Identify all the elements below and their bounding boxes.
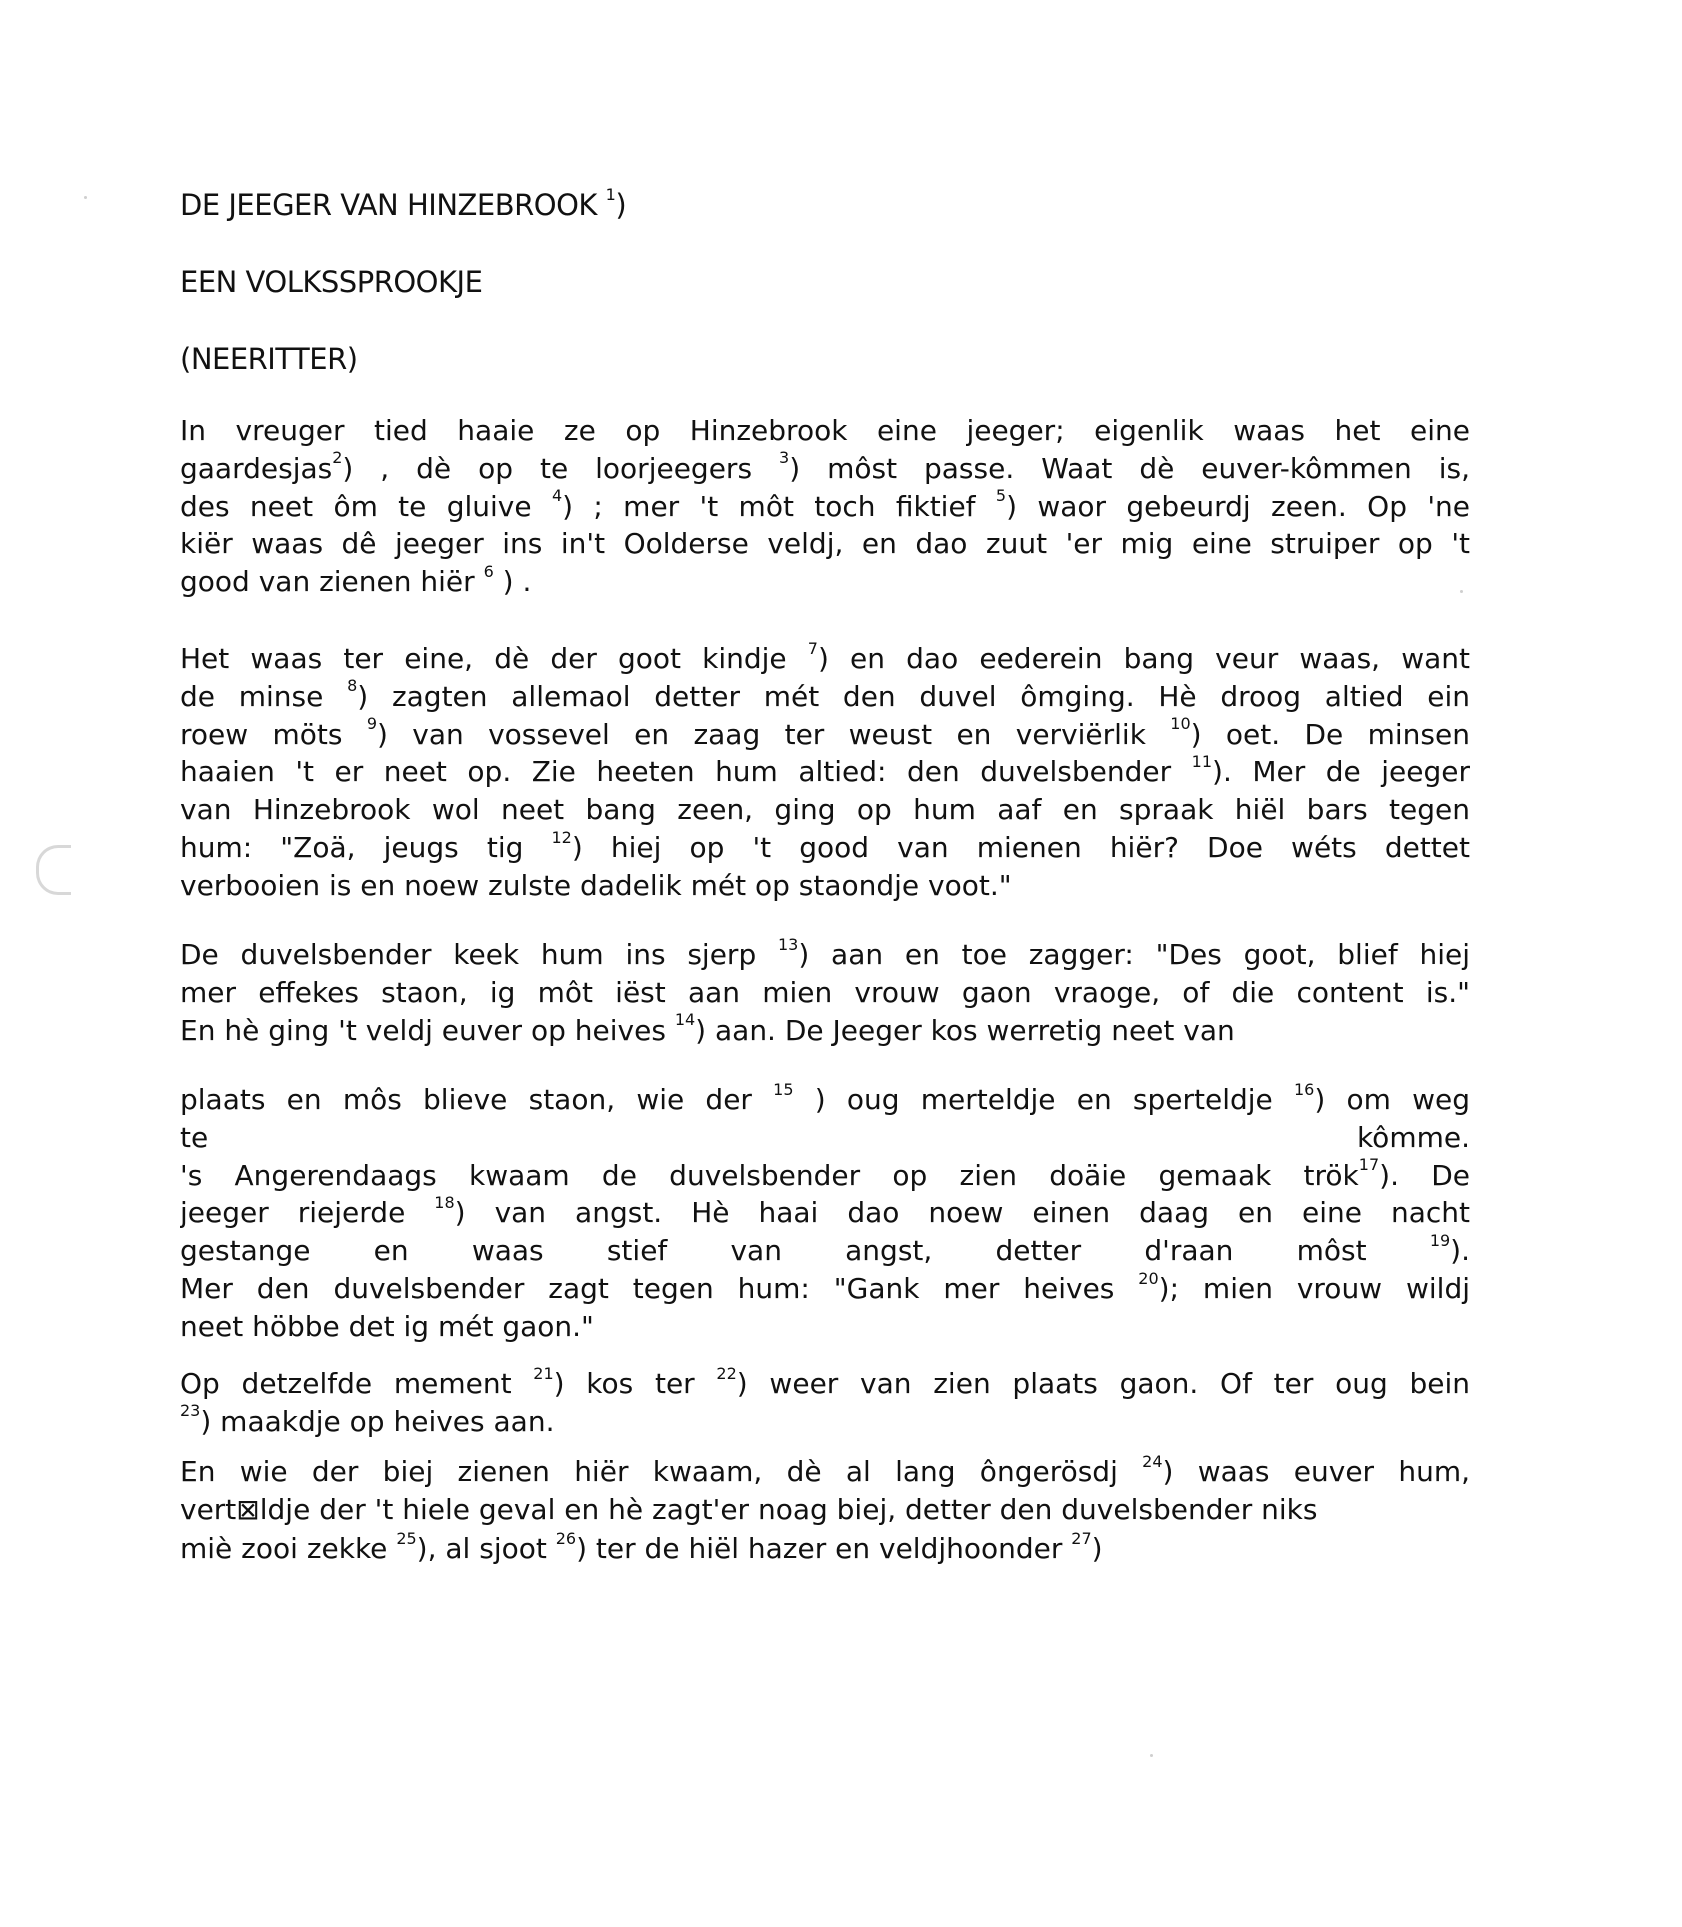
text-line xyxy=(180,450,1470,488)
footnote-marker: 15 xyxy=(773,1081,794,1099)
text-segment: ) van angst. Hè haai dao noew einen daag en eine nacht xyxy=(454,1196,1470,1230)
paragraph-4 xyxy=(180,1081,1470,1346)
text-line xyxy=(180,678,1470,716)
text-segment: En wie der biej zienen hiër kwaam, dè al lang ôngerösdj xyxy=(180,1455,1143,1488)
text-segment: te kômme. xyxy=(180,1120,1470,1154)
text-line xyxy=(180,1491,1470,1529)
footnote-marker: 9 xyxy=(366,715,378,734)
text-segment: De duvelsbender keek hum ins sjerp xyxy=(180,938,778,971)
text-segment: good van zienen hiër xyxy=(180,565,484,599)
text-segment: ) waas euver hum, xyxy=(1162,1455,1470,1488)
text-segment: ) waor gebeurdj zeen. Op 'ne xyxy=(1006,489,1470,523)
text-segment: gaardesjas xyxy=(180,451,333,485)
text-segment: ). xyxy=(1450,1234,1470,1268)
footnote-marker: 19 xyxy=(1429,1232,1451,1250)
text-segment: jeeger riejerde xyxy=(180,1196,435,1230)
text-line xyxy=(180,829,1470,867)
text-segment: Het waas ter eine, dè der goot kindje xyxy=(180,642,808,675)
paragraph-3 xyxy=(180,936,1470,1049)
text-segment: ) aan. De Jeeger kos werretig neet van xyxy=(695,1013,1235,1047)
text-line xyxy=(180,936,1470,974)
text-segment: mer effekes staon, ig môt iëst aan mien vrouw gaon vraoge, of die content is." xyxy=(180,975,1470,1009)
text-segment: ) om weg xyxy=(1314,1083,1470,1116)
text-line xyxy=(180,1119,1470,1157)
footnote-marker: 10 xyxy=(1170,715,1191,734)
footnote-marker: 4 xyxy=(551,487,563,506)
text-segment: neet höbbe det ig mét gaon." xyxy=(180,1309,594,1343)
text-line xyxy=(180,716,1470,754)
footnote-marker: 17 xyxy=(1358,1156,1380,1175)
text-segment: ) hiej op 't good van mienen hiër? Doe wéts dettet xyxy=(571,830,1470,864)
text-line xyxy=(180,1270,1470,1308)
text-segment: ) xyxy=(1091,1532,1103,1565)
text-segment: Op detzelfde mement xyxy=(180,1367,534,1400)
text-line xyxy=(180,1232,1470,1270)
text-segment: ) ter de hiël hazer en veldjhoonder xyxy=(576,1532,1072,1565)
text-segment: ), al sjoot xyxy=(416,1532,556,1565)
text-line xyxy=(180,1081,1470,1119)
footnote-marker: 23 xyxy=(180,1402,201,1421)
footnote-marker: 6 xyxy=(483,563,494,581)
text-line xyxy=(180,525,1470,563)
text-segment: In vreuger tied haaie ze op Hinzebrook eine jeeger; eigenlik waas het eine xyxy=(180,414,1470,447)
text-segment: gestange en waas stief van angst, detter d'raan môst xyxy=(180,1234,1430,1268)
footnote-marker: 25 xyxy=(396,1530,417,1548)
text-line xyxy=(180,640,1470,678)
text-segment: ) maakdje op heives aan. xyxy=(200,1404,555,1438)
text-segment: ) , dè op te loorjeegers xyxy=(342,451,779,485)
text-line xyxy=(180,867,1470,905)
text-line xyxy=(180,1453,1470,1491)
text-segment: ) kos ter xyxy=(553,1367,717,1400)
text-segment: kiër waas dê jeeger ins in't Oolderse veldj, en dao zuut 'er mig eine struiper op 't xyxy=(180,527,1470,561)
text-segment: vert⊠ldje der 't hiele geval en hè zagt'er noag biej, detter den duvelsbender niks xyxy=(180,1492,1318,1526)
text-line xyxy=(180,563,1470,601)
footnote-marker: 1 xyxy=(605,185,616,205)
text-segment: haaien 't er neet op. Zie heeten hum altied: den duvelsbender xyxy=(180,755,1192,789)
document-title: DE JEEGER VAN HINZEBROOK $^1$) xyxy=(180,185,627,222)
text-segment: van Hinzebrook wol neet bang zeen, ging op hum aaf en spraak hiël bars tegen xyxy=(180,793,1470,827)
text-segment: ) oet. De minsen xyxy=(1190,717,1470,751)
text-segment: Mer den duvelsbender zagt tegen hum: "Gank mer heives xyxy=(180,1271,1139,1305)
text-line xyxy=(180,1157,1470,1195)
paragraph-6 xyxy=(180,1453,1470,1529)
text-line xyxy=(180,974,1470,1012)
text-line xyxy=(180,1194,1470,1232)
text-line xyxy=(180,1012,1470,1050)
text-line xyxy=(180,412,1470,450)
footnote-marker: 24 xyxy=(1142,1453,1163,1471)
paragraph-1 xyxy=(180,412,1470,601)
document-subtitle: EEN VOLKSSPROOKJE xyxy=(180,265,483,299)
text-segment: ) . xyxy=(493,565,532,599)
text-line xyxy=(180,1308,1470,1346)
document-location: (NEERITTER) xyxy=(180,342,358,376)
title-text: DE JEEGER VAN HINZEBROOK xyxy=(180,188,597,222)
paragraph-2 xyxy=(180,640,1470,905)
text-segment: ). Mer de jeeger xyxy=(1212,755,1470,789)
footnote-marker: 2 xyxy=(332,449,343,468)
footnote-marker: 22 xyxy=(716,1365,737,1383)
text-segment: ) weer van zien plaats gaon. Of ter oug bein xyxy=(736,1367,1470,1400)
footnote-marker: 7 xyxy=(807,640,818,658)
text-segment: miè zooi zekke xyxy=(180,1532,397,1565)
scan-hole-mark xyxy=(36,845,71,895)
text-segment: roew möts xyxy=(180,717,367,751)
footnote-marker: 13 xyxy=(778,936,799,954)
footnote-marker: 11 xyxy=(1191,753,1213,772)
footnote-marker: 3 xyxy=(779,449,790,468)
text-line xyxy=(180,1365,1470,1403)
text-line xyxy=(180,1403,1470,1441)
text-line xyxy=(180,488,1470,526)
text-segment: En hè ging 't veldj euver op heives xyxy=(180,1013,675,1047)
text-segment: plaats en môs blieve staon, wie der xyxy=(180,1083,774,1116)
scan-speck xyxy=(1150,1754,1153,1757)
text-segment: ) en dao eederein bang veur waas, want xyxy=(817,642,1470,675)
text-segment: ) aan en toe zagger: "Des goot, blief hiej xyxy=(798,938,1470,971)
footnote-marker: 20 xyxy=(1138,1269,1159,1288)
footnote-marker: 12 xyxy=(551,828,572,847)
footnote-marker: 8 xyxy=(347,677,358,696)
text-segment: ) zagten allemaol detter mét den duvel ômging. Hè droog altied ein xyxy=(357,679,1470,713)
footnote-marker: 21 xyxy=(533,1365,554,1383)
text-segment: hum: "Zoä, jeugs tig xyxy=(180,830,552,864)
footnote-marker: 5 xyxy=(995,487,1007,506)
text-segment: ). De xyxy=(1379,1158,1470,1192)
footnote-marker: 26 xyxy=(555,1530,577,1548)
scan-speck xyxy=(84,196,87,199)
text-segment: 's Angerendaags kwaam de duvelsbender op zien doäie gemaak trök xyxy=(180,1158,1359,1192)
text-segment: verbooien is en noew zulste dadelik mét op staondje voot." xyxy=(180,868,1012,902)
footnote-marker: 16 xyxy=(1294,1081,1315,1099)
text-segment: des neet ôm te gluive xyxy=(180,489,552,523)
text-segment: ) van vossevel en zaag ter weust en verviërlik xyxy=(377,717,1171,751)
text-segment: de minse xyxy=(180,679,348,713)
scan-speck xyxy=(1460,590,1463,593)
paragraph-7 xyxy=(180,1530,1470,1568)
text-segment: ) ; mer 't môt toch fiktief xyxy=(562,489,996,523)
text-segment: ) môst passe. Waat dè euver-kômmen is, xyxy=(789,451,1470,485)
text-line xyxy=(180,753,1470,791)
text-segment: ); mien vrouw wildj xyxy=(1158,1271,1470,1305)
text-line xyxy=(180,791,1470,829)
footnote-marker: 14 xyxy=(674,1011,696,1030)
footnote-marker: 18 xyxy=(434,1194,455,1213)
paragraph-5 xyxy=(180,1365,1470,1441)
text-segment: ) oug merteldje en sperteldje xyxy=(793,1083,1294,1116)
text-line xyxy=(180,1530,1470,1568)
footnote-marker: 27 xyxy=(1071,1530,1092,1548)
